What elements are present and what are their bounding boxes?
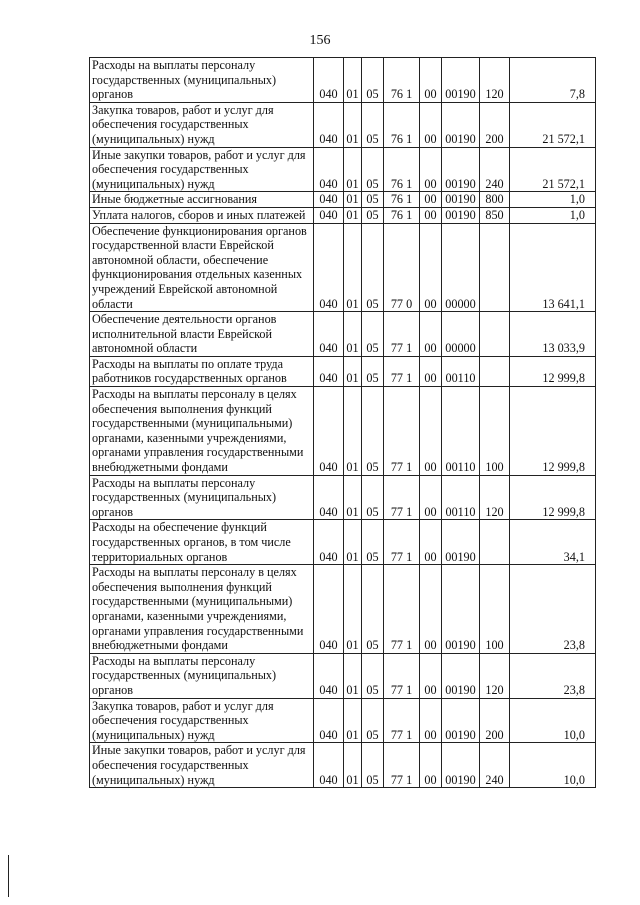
table-row [90,102,596,147]
subprogram-code: 00 [420,312,442,357]
amount: 23,8 [510,653,596,698]
ministry-code: 040 [314,147,344,192]
expense-type-code [480,520,510,565]
subprogram-code: 00 [420,475,442,520]
expense-type-code: 240 [480,743,510,788]
budget-table [89,57,596,788]
expense-name: Обеспечение деятельности органов исполнительной власти Еврейской автономной области [90,312,314,357]
subsection-code: 05 [362,565,384,654]
expense-type-code [480,312,510,357]
direction-code: 00190 [442,698,480,743]
program-code: 77 1 [384,653,420,698]
table-row [90,312,596,357]
program-code: 77 1 [384,312,420,357]
amount: 34,1 [510,520,596,565]
program-code: 77 1 [384,387,420,476]
expense-name: Расходы на выплаты персоналу в целях обеспечения выполнения функций государственными (муниципальными) органами, казенными учреждениями, органами управления государственными внебюджетными фондами [90,565,314,654]
subprogram-code: 00 [420,520,442,565]
subsection-code: 05 [362,102,384,147]
expense-type-code: 200 [480,698,510,743]
subprogram-code: 00 [420,192,442,208]
subsection-code: 05 [362,58,384,103]
table-row [90,520,596,565]
expense-name: Закупка товаров, работ и услуг для обеспечения государственных (муниципальных) нужд [90,698,314,743]
section-code: 01 [344,147,362,192]
direction-code: 00110 [442,387,480,476]
expense-type-code [480,223,510,312]
table-row [90,387,596,476]
program-code: 76 1 [384,192,420,208]
ministry-code: 040 [314,58,344,103]
ministry-code: 040 [314,653,344,698]
subsection-code: 05 [362,207,384,223]
ministry-code: 040 [314,192,344,208]
expense-type-code: 120 [480,58,510,103]
ministry-code: 040 [314,743,344,788]
program-code: 77 1 [384,520,420,565]
direction-code: 00190 [442,207,480,223]
table-row [90,356,596,386]
direction-code: 00190 [442,102,480,147]
section-code: 01 [344,223,362,312]
direction-code: 00000 [442,312,480,357]
direction-code: 00110 [442,475,480,520]
subsection-code: 05 [362,356,384,386]
ministry-code: 040 [314,475,344,520]
program-code: 77 1 [384,743,420,788]
subsection-code: 05 [362,387,384,476]
subsection-code: 05 [362,147,384,192]
table-row [90,207,596,223]
section-code: 01 [344,475,362,520]
expense-name: Обеспечение функционирования органов государственной власти Еврейской автономной области, обеспечение функционирования отдельных казенных учреждений Еврейской автономной области [90,223,314,312]
ministry-code: 040 [314,223,344,312]
program-code: 77 1 [384,698,420,743]
expense-type-code: 100 [480,387,510,476]
amount: 23,8 [510,565,596,654]
section-code: 01 [344,520,362,565]
table-row [90,223,596,312]
subsection-code: 05 [362,743,384,788]
subsection-code: 05 [362,475,384,520]
subprogram-code: 00 [420,102,442,147]
section-code: 01 [344,565,362,654]
table-row [90,475,596,520]
direction-code: 00190 [442,192,480,208]
amount: 13 033,9 [510,312,596,357]
subprogram-code: 00 [420,58,442,103]
expense-name: Закупка товаров, работ и услуг для обеспечения государственных (муниципальных) нужд [90,102,314,147]
program-code: 77 1 [384,475,420,520]
direction-code: 00190 [442,653,480,698]
table-row [90,698,596,743]
subprogram-code: 00 [420,565,442,654]
amount: 10,0 [510,743,596,788]
ministry-code: 040 [314,565,344,654]
direction-code: 00190 [442,147,480,192]
direction-code: 00110 [442,356,480,386]
expense-name: Уплата налогов, сборов и иных платежей [90,207,314,223]
direction-code: 00190 [442,565,480,654]
subprogram-code: 00 [420,743,442,788]
direction-code: 00190 [442,743,480,788]
table-row [90,743,596,788]
direction-code: 00190 [442,58,480,103]
expense-name: Иные закупки товаров, работ и услуг для обеспечения государственных (муниципальных) нужд [90,147,314,192]
margin-mark [8,855,9,897]
expense-type-code: 120 [480,653,510,698]
expense-type-code: 240 [480,147,510,192]
expense-name: Иные закупки товаров, работ и услуг для обеспечения государственных (муниципальных) нужд [90,743,314,788]
amount: 1,0 [510,192,596,208]
ministry-code: 040 [314,387,344,476]
expense-name: Расходы на выплаты по оплате труда работников государственных органов [90,356,314,386]
subsection-code: 05 [362,698,384,743]
section-code: 01 [344,58,362,103]
subprogram-code: 00 [420,698,442,743]
table-row [90,653,596,698]
subprogram-code: 00 [420,207,442,223]
ministry-code: 040 [314,312,344,357]
program-code: 77 1 [384,565,420,654]
expense-name: Расходы на выплаты персоналу государственных (муниципальных) органов [90,58,314,103]
amount: 12 999,8 [510,387,596,476]
amount: 12 999,8 [510,356,596,386]
expense-name: Расходы на выплаты персоналу государственных (муниципальных) органов [90,653,314,698]
expense-name: Расходы на выплаты персоналу в целях обеспечения выполнения функций государственными (муниципальными) органами, казенными учреждениями, органами управления государственными внебюджетными фондами [90,387,314,476]
subsection-code: 05 [362,223,384,312]
section-code: 01 [344,698,362,743]
section-code: 01 [344,192,362,208]
subprogram-code: 00 [420,387,442,476]
subsection-code: 05 [362,192,384,208]
expense-type-code [480,356,510,386]
ministry-code: 040 [314,520,344,565]
amount: 21 572,1 [510,147,596,192]
section-code: 01 [344,102,362,147]
table-row [90,58,596,103]
amount: 1,0 [510,207,596,223]
subprogram-code: 00 [420,147,442,192]
program-code: 77 1 [384,356,420,386]
amount: 13 641,1 [510,223,596,312]
program-code: 76 1 [384,147,420,192]
direction-code: 00190 [442,520,480,565]
direction-code: 00000 [442,223,480,312]
table-row [90,147,596,192]
section-code: 01 [344,387,362,476]
section-code: 01 [344,743,362,788]
expense-type-code: 200 [480,102,510,147]
section-code: 01 [344,653,362,698]
program-code: 76 1 [384,102,420,147]
subsection-code: 05 [362,520,384,565]
ministry-code: 040 [314,102,344,147]
page-number: 156 [309,33,331,48]
expense-name: Расходы на выплаты персоналу государственных (муниципальных) органов [90,475,314,520]
expense-type-code: 850 [480,207,510,223]
subprogram-code: 00 [420,356,442,386]
subprogram-code: 00 [420,653,442,698]
amount: 21 572,1 [510,102,596,147]
amount: 10,0 [510,698,596,743]
expense-type-code: 120 [480,475,510,520]
program-code: 76 1 [384,58,420,103]
amount: 12 999,8 [510,475,596,520]
subsection-code: 05 [362,653,384,698]
program-code: 76 1 [384,207,420,223]
subsection-code: 05 [362,312,384,357]
expense-name: Расходы на обеспечение функций государственных органов, в том числе территориальных органов [90,520,314,565]
table-row [90,192,596,208]
section-code: 01 [344,207,362,223]
subprogram-code: 00 [420,223,442,312]
expense-type-code: 800 [480,192,510,208]
table-row [90,565,596,654]
expense-name: Иные бюджетные ассигнования [90,192,314,208]
budget-table-body [90,58,596,788]
expense-type-code: 100 [480,565,510,654]
section-code: 01 [344,312,362,357]
section-code: 01 [344,356,362,386]
program-code: 77 0 [384,223,420,312]
amount: 7,8 [510,58,596,103]
ministry-code: 040 [314,207,344,223]
ministry-code: 040 [314,356,344,386]
ministry-code: 040 [314,698,344,743]
